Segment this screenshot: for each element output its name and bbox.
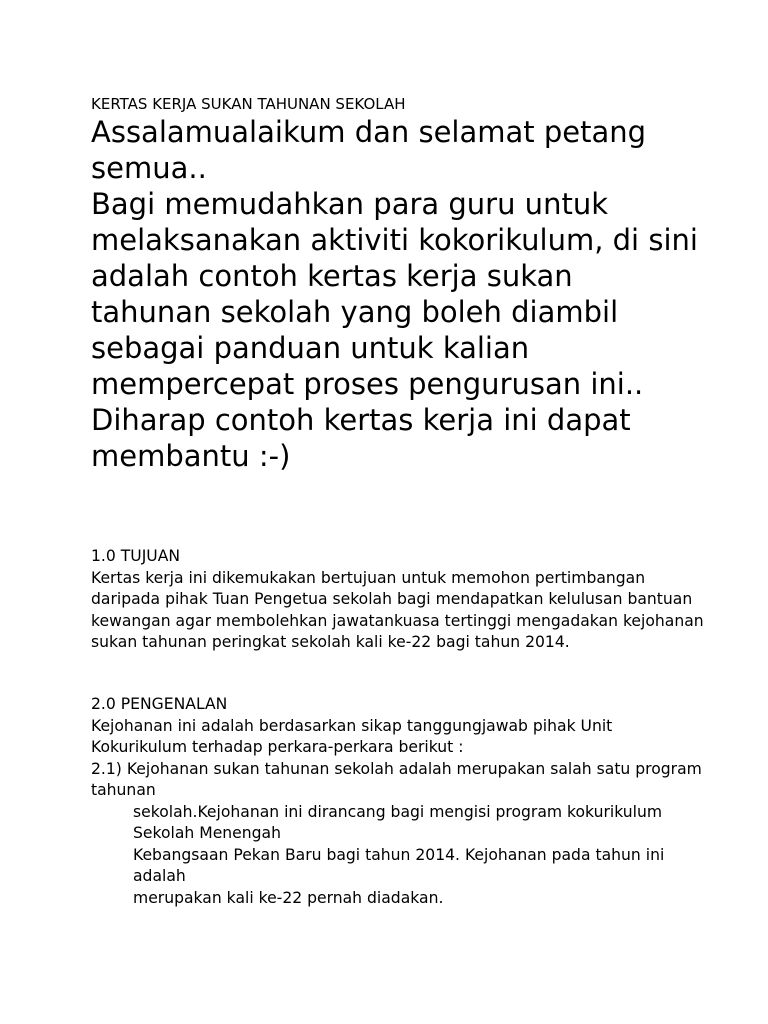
section-body: Kertas kerja ini dikemukakan bertujuan untuk memohon pertimbangan daripada pihak Tuan Pengetua sekolah bagi mendapatkan kelulusan bantuan kewangan agar membolehkan jawatankuasa tertinggi mengadakan kejohanan sukan tahunan peringkat sekolah kali ke-22 bagi tahun 2014.	[91, 568, 704, 651]
intro-closing: Diharap contoh kertas kerja ini dapat membantu :-)	[91, 403, 631, 473]
section-body: Kejohanan ini adalah berdasarkan sikap tanggungjawab pihak Unit Kokurikulum terhadap perkara-perkara berikut :	[91, 716, 613, 756]
section-line-continued: sekolah.Kejohanan ini dirancang bagi mengisi program kokurikulum Sekolah Menengah	[133, 802, 663, 842]
section-pengenalan	[91, 694, 711, 909]
section-heading: 2.0 PENGENALAN	[91, 695, 228, 713]
intro-greeting: Assalamualaikum dan selamat petang semua..	[91, 115, 647, 185]
section-tujuan	[91, 546, 711, 654]
intro-text	[91, 114, 701, 474]
intro-description: Bagi memudahkan para guru untuk melaksanakan aktiviti kokorikulum, di sini adalah contoh kertas kerja sukan tahunan sekolah yang boleh diambil sebagai panduan untuk kalian mempercepat proses pengurusan ini..	[91, 187, 698, 401]
section-heading: 1.0 TUJUAN	[91, 547, 181, 565]
document-title: KERTAS KERJA SUKAN TAHUNAN SEKOLAH	[91, 95, 406, 113]
section-line-continued: merupakan kali ke-22 pernah diadakan.	[133, 888, 444, 907]
section-line-continued: Kebangsaan Pekan Baru bagi tahun 2014. Kejohanan pada tahun ini adalah	[133, 845, 665, 885]
section-line-2-1: 2.1) Kejohanan sukan tahunan sekolah adalah merupakan salah satu program tahunan	[91, 759, 702, 799]
